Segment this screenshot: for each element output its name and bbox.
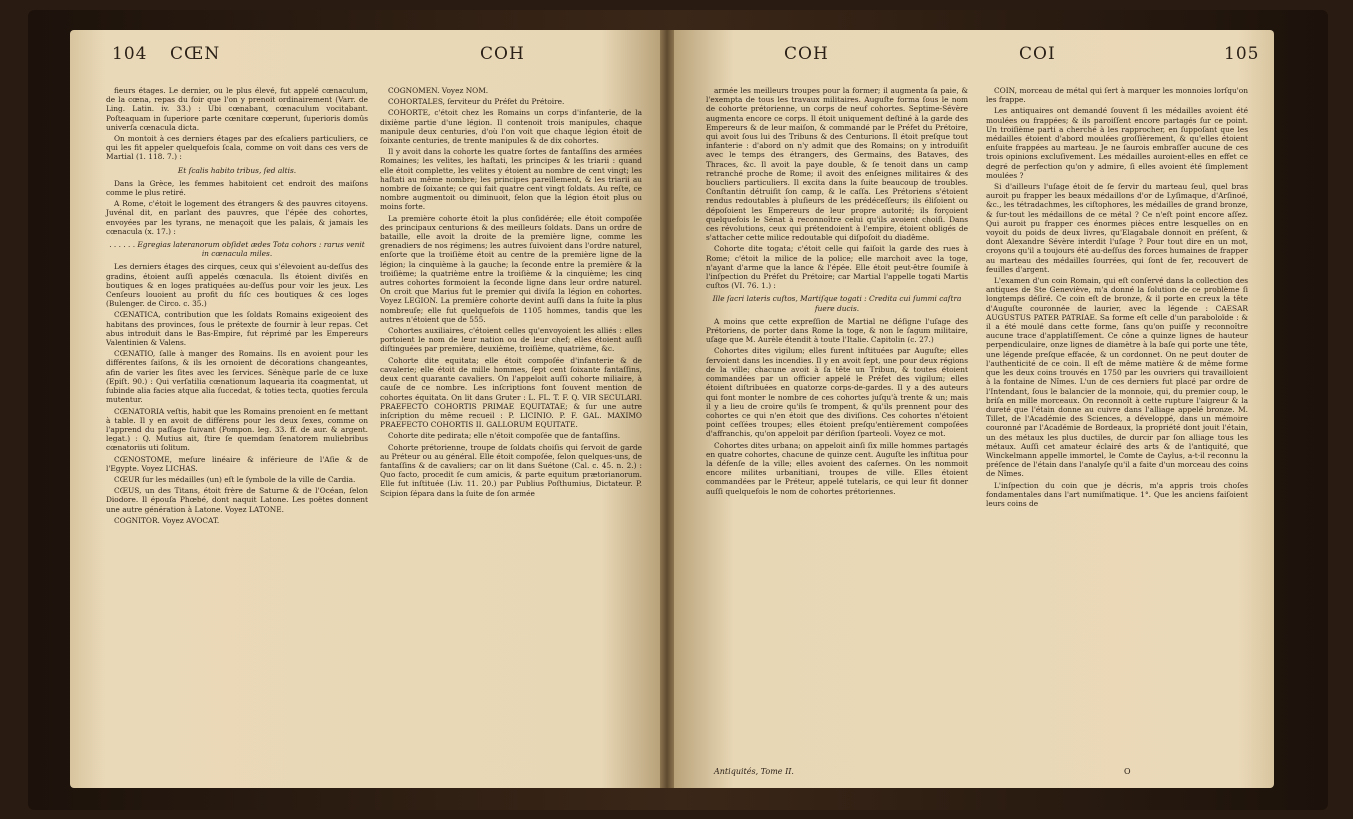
- left-page: [70, 30, 660, 788]
- paragraph: CŒNATORIA veſtis, habit que les Romains prenoient en ſe mettant à table. Il y en avoit de différens pour les deux ſexes, comme on l'apprend du paſſage ſuivant (Pompon. leg. 33. ff. de aur. & argent. legat.) : Q. Mutius ait, ſtire ſe quemdam ſenatorem muliebribus cœnatoriis uti ſolitum.: [106, 406, 368, 453]
- header-word-right: COI: [1019, 44, 1056, 64]
- paragraph: A Rome, c'étoit le logement des étrangers & des pauvres citoyens. Juvénal dit, en parlant des pauvres, que l'épée des cohortes, envoyées par les tyrans, ne menaçoit que les palais, & jamais les cœnacula (x. 17.) :: [106, 199, 368, 236]
- paragraph: fieurs étages. Le dernier, ou le plus élevé, fut appelé cœnaculum, de la cœna, repas du foir que l'on y prenoit ordinairement (Varr. de Ling. Latin. iv. 33.) : Ubi cœnabant, cœnaculum vocitabant. Poſteaquam in ſuperiore parte cœnitare cœperunt, ſuperioris domûs univerſa cœnacula dicta.: [106, 86, 368, 132]
- paragraph: Et ſcalis habito tribus, ſed altis.: [177, 165, 297, 175]
- paragraph: Cohorte dite pedirata; elle n'étoit compoſée que de fantaſſins.: [388, 431, 621, 441]
- paragraph: CŒNATICA, contribution que les ſoldats Romains exigeoient des habitans des provinces, ſous le prétexte de fournir à leur repas. Cet abus introduit dans le Bas-Empire, fut réprimé par les Empereurs Valentinien & Valens.: [106, 310, 368, 348]
- header-word-left: CŒN: [170, 44, 221, 64]
- page-number-right: 105: [1224, 44, 1260, 64]
- paragraph: COGNITOR. Voyez AVOCAT.: [114, 515, 220, 525]
- book-gutter: [660, 30, 674, 788]
- paragraph: COIN, morceau de métal qui ſert à marquer les monnoies lorſqu'on les frappe.: [986, 86, 1248, 105]
- right-column-1: [706, 86, 968, 498]
- paragraph: Dans la Grèce, les femmes habitoient cet endroit des maiſons comme le plus retiré.: [106, 178, 368, 198]
- paragraph: Cohortes dites vigilum; elles furent inſtituées par Auguſte; elles ſervoient dans les incendies. Il y en avoit ſept, une pour deux régions de la ville; chacune avoit à ſa tête un Tribun, & toutes étoient commandées par un officier appelé le Préfet des vigilum; elles étoient diſtribuées en quatorze corps-de-gardes. Il y a des auteurs qui font monter le nombre de ces cohortes juſqu'à trente & un; mais il y a lieu de croire qu'ils ſe trompent, & qu'ils prennent pour des cohortes ce qui n'en étoit que des diviſions. Ces cohortes n'étoient point ceſſées troupes; elles étoient preſqu'entièrement compoſées d'affranchis, qu'on appeloit par dériſion ſparteoli. Voyez ce mot.: [706, 346, 968, 439]
- paragraph: A moins que cette expreſſion de Martial ne déſigne l'uſage des Prétoriens, de porter dans Rome la toge, & non le ſagum militaire, uſage que M. Aurèle étendit à toute l'Italie. Capitolin (c. 27.): [706, 316, 968, 345]
- paragraph: La première cohorte étoit la plus conſidérée; elle étoit compoſée des principaux centurions & des meilleurs ſoldats. Dans un ordre de bataille, elle avoit la droite de la première ligne, comme les grenadiers de nos régimens; les autres ſuivoient dans l'ordre naturel, enſorte que la troiſième étoit au centre de la première ligne de la légion; la cinquième à la gauche; la ſeconde entre la première & la troiſième; la quatrième entre la troiſième & la cinquième; les cinq autres cohortes formoient la ſeconde ligne dans leur ordre naturel. On croit que Marius fut le premier qui diviſa la légion en cohortes. Voyez LEGION. La première cohorte devint auſſi dans la ſuite la plus nombreuſe; elle fut quelquefois de 1105 hommes, tandis que les autres n'étoient que de 555.: [380, 213, 642, 324]
- paragraph: COHORTALES, ſerviteur du Préfet du Prétoire.: [388, 97, 565, 107]
- header-left-right: COH: [784, 44, 829, 64]
- paragraph: Les antiquaires ont demandé ſouvent ſi les médailles avoient été moulées ou frappées; & ils paroiſſent encore partagés ſur ce point. Un troiſième parti a cherché à les rapprocher, en ſuppoſant que les médailles étoient d'abord moulées groſſièrement, & qu'elles étoient enſuite frappées au marteau. Je ne ſaurois embraſſer aucune de ces trois opinions excluſivement. Les médailles auroient-elles en effet ce degré de perfection qu'on y admire, ſi elles avoient été ſimplement moulées ?: [986, 106, 1248, 180]
- left-column-1: [106, 86, 368, 527]
- paragraph: Cohortes auxiliaires, c'étoient celles qu'envoyoient les alliés : elles portoient le nom de leur nation ou de leur chef; elles étoient auſſi diſtinguées par première, deuxième, troiſième, quatrième, &c.: [380, 326, 642, 354]
- paragraph: . . . . . . Egregias lateranorum obſidet ædes Tota cohors : rarus venit in cœnacula miles.: [109, 240, 365, 259]
- paragraph: armée les meilleurs troupes pour la former; il augmenta ſa paie, & l'exempta de tous les travaux militaires. Auguſte forma ſous le nom de cohorte prétorienne, un corps de neuf cohortes. Septime-Sévère augmenta encore ce corps. Il étoit uniquement deſtiné à la garde des Empereurs & de leur maiſon, & commandé par le Préfet du Prétoire, qui avoit ſous lui des Tribuns & des Centurions. Il étoit preſque tout infanterie : d'abord on n'y admit que des Romains; on y introduiſit avec le temps des étrangers, des Germains, des Bataves, des Thraces, &c. Il avoit la paye double, & ſe tenoit dans un camp retranché proche de Rome; il avoit des enſeignes militaires & des boucliers particuliers. Il excita dans la ſuite beaucoup de troubles. Conſtantin détruiſit ſon camp, & le caſſa. Les Prétoriens s'étoient rendus redoutables à pluſieurs de les prédéceſſeurs; ils éliſoient ou dépoſoient les Empereurs de leur propre autorité; ils forçoient quelquefois le Sénat à reconnoître celui qu'ils avoient choiſi. Dans ces révolutions, ceux qui prétendoient à l'empire, étoient obligés de s'attacher cette milice redoutable qui diſpoſoit du diadême.: [706, 86, 968, 243]
- footer-signature: O: [1124, 767, 1131, 776]
- page-number-left: 104: [112, 44, 148, 64]
- paragraph: Il y avoit dans la cohorte les quatre ſortes de fantaſſins des armées Romaines; les velites, les haſtati, les principes & les triarii : quand elle étoit complette, les velites y étoient au nombre de cent vingt; les haſtati au même nombre; les principes pareillement, & les triarii au nombre de ſoixante; ce qui fait quatre cent vingt ſoldats. Au reſte, ce nombre augmentoit ou diminuoit, ſelon que la légion étoit plus ou moins forte.: [380, 147, 642, 212]
- paragraph: L'inſpection du coin que je décris, m'a appris trois choſes fondamentales dans l'art numiſmatique. 1°. Que les anciens faiſoient leurs coins de: [986, 480, 1248, 508]
- paragraph: CŒUR ſur les médailles (un) eſt le ſymbole de la ville de Cardia.: [114, 474, 356, 484]
- paragraph: CŒNATIO, ſalle à manger des Romains. Ils en avoient pour les différentes ſaiſons, & ils les ornoient de décorations changeantes, afin de varier les ſites avec les ſervices. Sénèque parle de ce luxe (Epiſt. 90.) : Qui verſatilia cœnationum laquearia ita coagmentat, ut ſubinde alia facies atque alia ſuccedat, & toties tecta, quoties fercula mutentur.: [106, 349, 368, 405]
- left-column-2: [380, 86, 642, 500]
- paragraph: L'examen d'un coin Romain, qui eſt conſervé dans la collection des antiques de Ste Geneviève, m'a donné la ſolution de ce problème ſi longtemps déſiré. Ce coin eſt de bronze, & il porte en creux la tête d'Auguſte couronnée de laurier, avec la légende : CAESAR AUGUSTUS PATER PATRIAE. Sa forme eſt celle d'un paraboloïde : & il a été moulé dans cette forme, ſans qu'on puiſſe y reconnoître aucune trace d'applatiſſement. Ce cône a quinze lignes de hauteur perpendiculaire, onze lignes de diamètre à la baſe qui porte une tête, une légende preſque effacée, & un cordonnet. On ne peut douter de l'authenticité de ce coin. Il eſt de même matière & de même forme que les deux coins trouvés en 1750 par les ouvriers qui travailloient à la fontaine de Nîmes. L'un de ces derniers fut placé par ordre de l'Intendant, ſous le balancier de la monnoie, qui, du premier coup, le briſa en mille morceaux. On reconnoît à cette rupture l'aigreur & la dureté que l'étain donne au cuivre dans l'alliage appelé bronze. M. Tillet, de l'Académie des Sciences, a développé, dans un mémoire couronné par l'Académie de Bordeaux, la propriété dont jouit l'étain, un des métaux les plus ductiles, de durcir par ſon alliage tous les métaux. Auſſi cet amateur éclairé des arts & de l'antiquité, que Winckelmann appelle immortel, le Comte de Caylus, a-t-il reconnu la préſence de l'étain dans l'analyſe qu'il a faite d'un morceau des coins de Nîmes.: [986, 276, 1248, 479]
- paragraph: Cohortes dites urbana; on appeloit ainſi ſix mille hommes partagés en quatre cohortes, chacune de quinze cent. Auguſte les inſtitua pour la défenſe de la ville; elles avoient des caſernes. On les nommoit encore milites urbanitiani, troupes de ville. Elles étoient commandées par le Préteur, appelé tutelaris, ce qui leur fit donner auſſi quelquefois le nom de cohortes prétoriennes.: [706, 440, 968, 496]
- paragraph: Cohorte dite togata; c'étoit celle qui faiſoit la garde des rues à Rome; c'étoit la milice de la police; elle marchoit avec la toge, n'ayant d'arme que la lance & l'épée. Elle étoit peut-être ſoumiſe à l'inſpection du Préfet du Prétoire; car Martial l'appelle togati Martis cuſtos (VI. 76. 1.) :: [706, 244, 968, 291]
- paragraph: COGNOMEN. Voyez NOM.: [388, 86, 489, 95]
- right-column-2: [986, 86, 1248, 510]
- paragraph: On montoit à ces derniers étages par des eſcaliers particuliers, ce qui les fit appeler quelquefois ſcala, comme on voit dans ces vers de Martial (1. 118. 7.) :: [106, 134, 368, 162]
- paragraph: Ille ſacri lateris cuſtos, Martiſque togati : Credita cui ſummi caſtra fuere ducis.: [712, 294, 962, 313]
- paragraph: COHORTE, c'étoit chez les Romains un corps d'infanterie, de la dixième partie d'une légion. Il contenoit trois manipules, chaque manipule deux centuries, d'où l'on voit que chaque légion étoit de ſoixante centuries, de trente manipules & de dix cohortes.: [380, 108, 642, 146]
- paragraph: CŒNOSTOME, meſure linéaire & inférieure de l'Aſie & de l'Egypte. Voyez LICHAS.: [106, 454, 368, 473]
- paragraph: Cohorte prétorienne, troupe de ſoldats choiſis qui ſervoit de garde au Préteur ou au général. Elle étoit compoſée, ſelon quelques-uns, de fantaſſins & de cavaliers; car on lit dans Suétone (Cal. c. 45. n. 2.) : Quo facto, procedit ſe cum amicis, & parte equitum prætorianorum. Elle fut inſtituée (Liv. 11. 20.) par Publius Poſthumius, Dictateur. P. Scipion ſépara dans la ſuite de ſon armée: [380, 442, 642, 498]
- footer-volume: Antiquités, Tome II.: [714, 767, 794, 776]
- paragraph: CŒUS, un des Titans, étoit frère de Saturne & de l'Océan, ſelon Diodore. Il épouſa Phœbé, dont naquit Latone. Les poëtes donnent une autre génération à Latone. Voyez LATONE.: [106, 486, 368, 514]
- paragraph: Les derniers étages des cirques, ceux qui s'élevoient au-deſſus des gradins, étoient auſſi appelés cœnacula. Ils étoient diviſés en boutiques & en loges pratiquées au-deſſus pour voir les jeux. Les Cenſeurs louoient au profit du fiſc ces boutiques & ces loges (Bulenger. de Circo. c. 35.): [106, 262, 368, 309]
- right-page: [674, 30, 1274, 788]
- paragraph: Cohorte dite equitata; elle étoit compoſée d'infanterie & de cavalerie; elle étoit de mille hommes, ſept cent ſoixante fantaſſins, deux cent quarante cavaliers. On l'appeloit auſſi cohorte miliaire, à cauſe de ce nombre. Les inſcriptions font ſouvent mention de cohortes équitata. On lit dans Gruter : L. FL. T. F. Q. VIR SECULARI. PRAEFECTO COHORTIS PRIMAE EQUITATAE; & ſur une autre inſcription du même recueil : P. LICINIO. P. F. GAL. MAXIMO PRAEFECTO COHORTIS II. GALLORUM EQUITATE.: [380, 355, 642, 430]
- paragraph: Si d'ailleurs l'uſage étoit de ſe ſervir du marteau ſeul, quel bras auroit pu frapper les beaux médaillons d'or de Lyſimaque, d'Arſinoé, &c., les tétradachmes, les ciſtophores, les médailles de grand bronze, & ſur-tout les médaillons de ce métal ? Ce n'eſt point encore aſſez. Qui auroit pu frapper ces énormes pièces entre lesquelles on en voyoit du poids de deux livres, qu'Elagabale donnoit en préſent, & dont Alexandre Sévère interdit l'uſage ? Pour tout dire en un mot, croyons qu'il a toujours été au-deſſus des forces humaines de frapper au marteau des médailles ſourrées, qui ſont de fer, recouvert de feuilles d'argent.: [986, 182, 1248, 274]
- header-center-left: COH: [480, 44, 525, 64]
